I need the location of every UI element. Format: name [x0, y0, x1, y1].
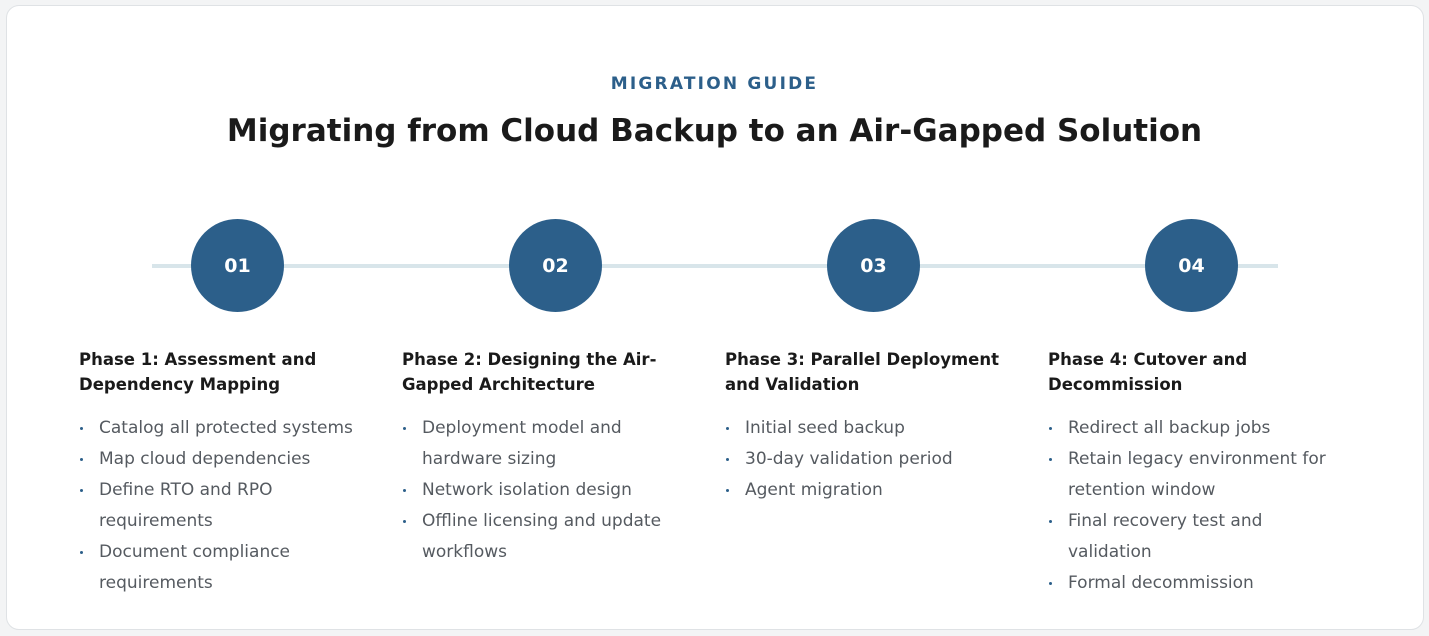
phase-1-number-badge: 01	[191, 219, 284, 312]
list-item: Define RTO and RPO requirements	[79, 475, 379, 537]
page-title: Migrating from Cloud Backup to an Air-Gapped Solution	[226, 113, 1203, 149]
timeline-track	[152, 264, 1278, 268]
phase-4-title: Phase 4: Cutover and Decommission	[1048, 350, 1248, 394]
list-item: Map cloud dependencies	[79, 444, 379, 475]
phase-3-number-badge: 03	[827, 219, 920, 312]
list-item: Final recovery test and validation	[1048, 506, 1348, 568]
phase-3-list	[725, 413, 1025, 506]
phase-1-column	[79, 347, 379, 599]
eyebrow-label: MIGRATION GUIDE	[610, 74, 819, 94]
phase-4-column	[1048, 347, 1348, 599]
phase-4-number-badge: 04	[1145, 219, 1238, 312]
phase-1-list	[79, 413, 379, 599]
phase-2-list	[402, 413, 702, 568]
list-item: Agent migration	[725, 475, 1025, 506]
phase-2-column	[402, 347, 702, 568]
list-item: Retain legacy environment for retention window	[1048, 444, 1348, 506]
phase-2-title: Phase 2: Designing the Air-Gapped Architecture	[402, 350, 657, 394]
list-item: Catalog all protected systems	[79, 413, 379, 444]
list-item: Redirect all backup jobs	[1048, 413, 1348, 444]
phase-1-title: Phase 1: Assessment and Dependency Mapping	[79, 350, 317, 394]
list-item: 30-day validation period	[725, 444, 1025, 475]
list-item: Document compliance requirements	[79, 537, 379, 599]
phase-3-title: Phase 3: Parallel Deployment and Validation	[725, 350, 999, 394]
phase-3-column	[725, 347, 1025, 506]
list-item: Formal decommission	[1048, 568, 1348, 599]
list-item: Network isolation design	[402, 475, 702, 506]
phase-4-list	[1048, 413, 1348, 599]
phase-2-number-badge: 02	[509, 219, 602, 312]
list-item: Offline licensing and update workflows	[402, 506, 702, 568]
list-item: Initial seed backup	[725, 413, 1025, 444]
list-item: Deployment model and hardware sizing	[402, 413, 702, 475]
